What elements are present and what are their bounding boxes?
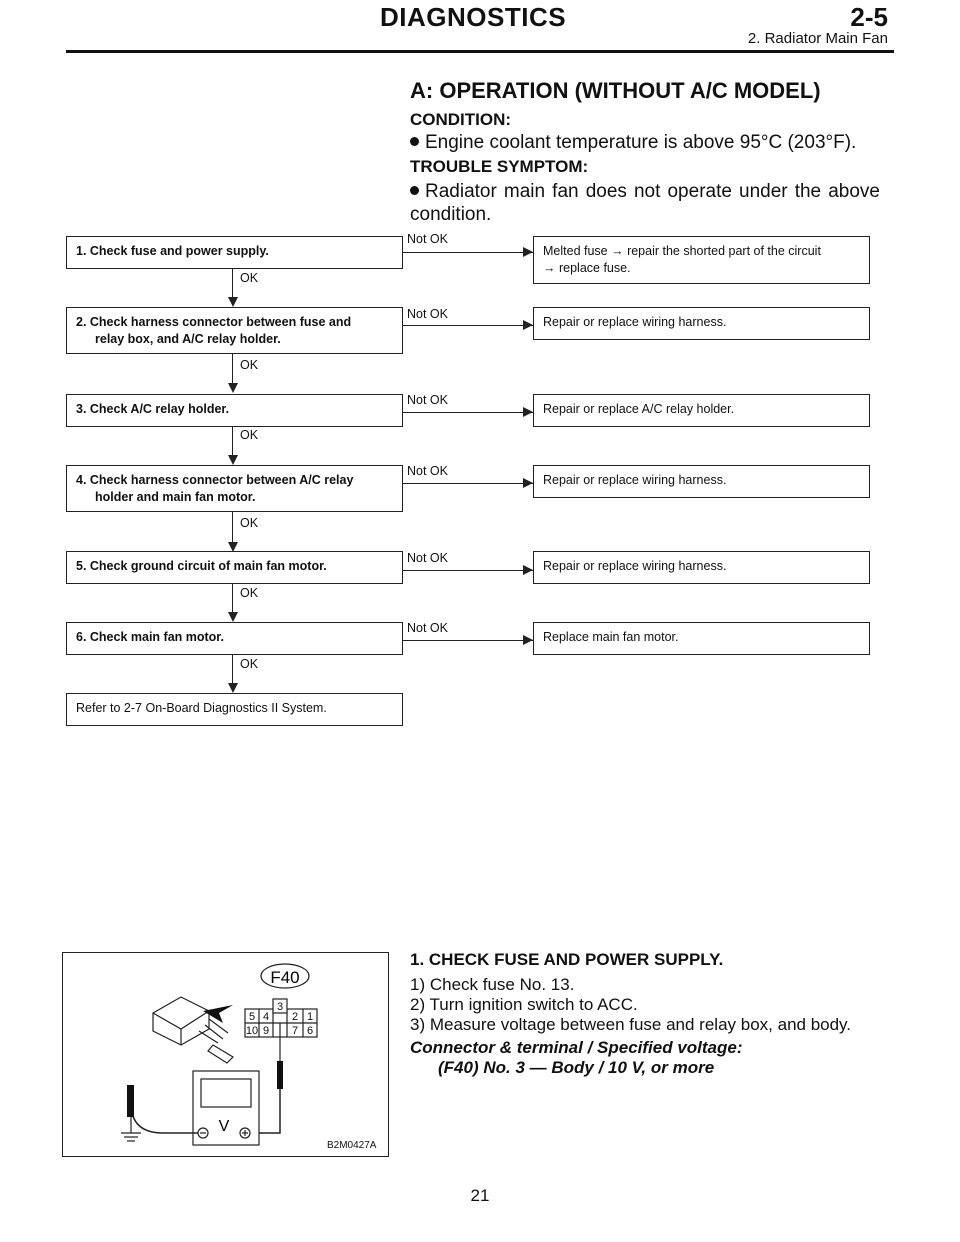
header-subtitle: 2. Radiator Main Fan [747, 30, 888, 47]
arrow-down-icon [228, 683, 238, 693]
header-rule [66, 50, 894, 53]
pin-label: 7 [291, 1025, 299, 1037]
flow-result-text: Repair or replace wiring harness. [543, 559, 727, 573]
not-ok-connector [403, 640, 533, 641]
spec-value: (F40) No. 3 — Body / 10 V, or more [438, 1058, 715, 1077]
pin-label: 2 [291, 1011, 299, 1023]
flow-step-text: 4. Check harness connector between A/C relay [76, 473, 354, 487]
spec-heading: Connector & terminal / Specified voltage: [410, 1038, 743, 1057]
connector-label: F40 [270, 968, 300, 987]
arrow-right-icon [523, 565, 533, 575]
ok-connector [232, 269, 233, 300]
procedure-step: 2) Turn ignition switch to ACC. [410, 995, 638, 1014]
flow-step-6 [66, 622, 403, 655]
symptom-heading: TROUBLE SYMPTOM: [410, 157, 589, 176]
section-title: A: OPERATION (WITHOUT A/C MODEL) [410, 78, 821, 103]
not-ok-label: Not OK [407, 393, 448, 407]
flow-step-text: relay box, and A/C relay holder. [95, 332, 281, 346]
procedure-heading: 1. CHECK FUSE AND POWER SUPPLY. [410, 950, 724, 969]
flow-result-4 [533, 465, 870, 498]
not-ok-connector [403, 412, 533, 413]
flow-step-1 [66, 236, 403, 269]
bullet-icon [410, 137, 419, 146]
flow-result-text: Replace main fan motor. [543, 630, 679, 644]
not-ok-connector [403, 325, 533, 326]
pin-label: 9 [262, 1025, 270, 1037]
connector-diagram [63, 953, 388, 1156]
arrow-down-icon [228, 612, 238, 622]
arrow-down-icon [228, 383, 238, 393]
figure-code: B2M0427A [327, 1140, 377, 1151]
pin-label: 1 [306, 1011, 314, 1023]
ok-label: OK [240, 358, 259, 372]
ok-connector [232, 584, 233, 614]
ground-icon [121, 1133, 141, 1141]
flow-result-text: Repair or replace wiring harness. [543, 473, 727, 487]
not-ok-label: Not OK [407, 464, 448, 478]
flow-final-text: Refer to 2-7 On-Board Diagnostics II System. [76, 701, 327, 715]
flow-step-text: 6. Check main fan motor. [76, 630, 224, 644]
page-number: 21 [470, 1186, 490, 1205]
ok-label: OK [240, 271, 259, 285]
pin-label: 4 [262, 1011, 270, 1023]
flow-step-3 [66, 394, 403, 427]
pin-label: 10 [245, 1025, 259, 1037]
flow-result-text: → replace fuse. [543, 261, 631, 275]
header-title: DIAGNOSTICS [380, 2, 567, 32]
flow-step-text: 5. Check ground circuit of main fan motor. [76, 559, 327, 573]
procedure-step: 3) Measure voltage between fuse and relay box, and body. [410, 1015, 852, 1034]
flow-result-2 [533, 307, 870, 340]
ok-label: OK [240, 657, 259, 671]
flow-result-1 [533, 236, 870, 284]
arrow-right-icon [523, 247, 533, 257]
flow-result-text: Melted fuse → repair the shorted part of the circuit [543, 244, 821, 258]
symptom-item [410, 180, 880, 226]
pin-label: 3 [276, 1001, 284, 1013]
flow-result-text: Repair or replace A/C relay holder. [543, 402, 735, 416]
ok-connector [232, 655, 233, 685]
ok-connector [232, 354, 233, 386]
arrow-right-icon [523, 635, 533, 645]
flow-result-text: Repair or replace wiring harness. [543, 315, 727, 329]
arrow-right-icon [523, 478, 533, 488]
ok-label: OK [240, 516, 259, 530]
flow-result-5 [533, 551, 870, 584]
bullet-icon [410, 186, 419, 195]
flow-step-5 [66, 551, 403, 584]
arrow-down-icon [228, 297, 238, 307]
not-ok-label: Not OK [407, 621, 448, 635]
not-ok-connector [403, 483, 533, 484]
meter-label: V [218, 1118, 230, 1135]
flow-step-text: 2. Check harness connector between fuse and [76, 315, 352, 329]
not-ok-label: Not OK [407, 551, 448, 565]
section-number: 2-5 [850, 2, 888, 32]
flow-step-text: 1. Check fuse and power supply. [76, 244, 269, 258]
flow-final [66, 693, 403, 726]
flow-step-text: 3. Check A/C relay holder. [76, 402, 230, 416]
condition-item [410, 131, 880, 154]
flow-step-text: holder and main fan motor. [95, 490, 256, 504]
ok-label: OK [240, 586, 259, 600]
ok-label: OK [240, 428, 259, 442]
arrow-down-icon [228, 455, 238, 465]
arrow-right-icon [523, 320, 533, 330]
connector-figure [62, 952, 389, 1157]
condition-heading: CONDITION: [410, 110, 512, 129]
flow-step-4 [66, 465, 403, 512]
pin-label: 5 [248, 1011, 256, 1023]
ok-connector [232, 427, 233, 457]
flow-result-6 [533, 622, 870, 655]
not-ok-label: Not OK [407, 307, 448, 321]
flow-result-3 [533, 394, 870, 427]
symptom-text: Radiator main fan does not operate under the above condition. [410, 181, 880, 225]
not-ok-label: Not OK [407, 232, 448, 246]
not-ok-connector [403, 570, 533, 571]
ok-connector [232, 512, 233, 545]
condition-text: Engine coolant temperature is above 95°C (203°F). [425, 132, 857, 153]
arrow-right-icon [523, 407, 533, 417]
pin-label: 6 [306, 1025, 314, 1037]
procedure-step: 1) Check fuse No. 13. [410, 975, 575, 994]
flow-step-2 [66, 307, 403, 354]
not-ok-connector [403, 252, 533, 253]
